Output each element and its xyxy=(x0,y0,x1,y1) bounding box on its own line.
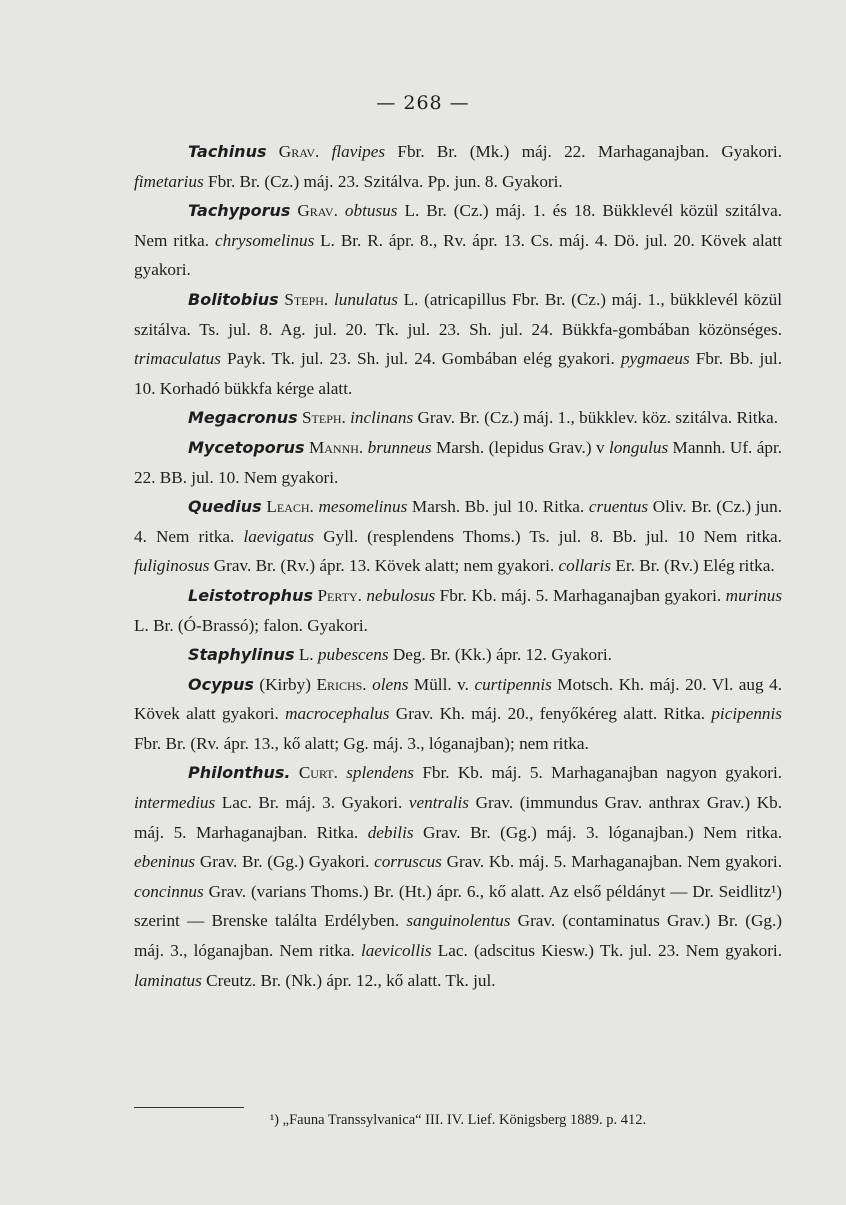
species-name: cruentus xyxy=(588,497,649,517)
text-run: L. (atricapillus Fbr. Br. (Cz.) máj. 1., bükklevél közül szitálva. Ts. jul. 8. Ag. jul. 20. Tk. jul. 23. Sh. jul. 24. Bükkfa-gombában közönséges. xyxy=(134,289,783,339)
species-name: trimaculatus xyxy=(134,349,221,369)
species-name: olens xyxy=(372,674,409,694)
text-run: Grav. Kh. máj. 20., fenyőkéreg alatt. Ritka. xyxy=(389,704,712,724)
text-run: L. Br. (Ó-Brassó); falon. Gyakori. xyxy=(134,615,368,635)
species-paragraph xyxy=(134,640,782,670)
text-run: L. xyxy=(294,645,318,665)
text-run xyxy=(291,763,299,782)
species-name: murinus xyxy=(725,585,783,605)
genus-name: Megacronus xyxy=(188,408,298,428)
text-run: Grav. Kb. máj. 5. Marhaganajban. Nem gyakori. xyxy=(441,852,782,872)
author-name: Steph. xyxy=(284,289,329,309)
species-name: intermedius xyxy=(134,793,216,813)
text-run: Gyll. (resplendens Thoms.) Ts. jul. 8. Bb. jul. 10 Nem ritka. xyxy=(314,526,782,546)
text-run: Oliv. Br. (Cz.) jun. 4. Nem ritka. xyxy=(134,497,783,546)
text-run: Fbr. Br. (Rv. ápr. 13., kő alatt; Gg. máj. 3., lóganajban); nem ritka. xyxy=(134,733,589,753)
text-run: L. Br. R. ápr. 8., Rv. ápr. 13. Cs. máj. 4. Dö. jul. 20. Kövek alatt gyakori. xyxy=(134,230,782,280)
species-paragraph xyxy=(134,403,782,433)
text-run: Müll. v. xyxy=(408,674,475,694)
author-name: Curt. xyxy=(298,763,338,783)
author-name: Perty. xyxy=(317,585,362,605)
genus-name: Tachyporus xyxy=(188,201,291,221)
text-run xyxy=(319,142,331,161)
species-paragraph xyxy=(134,492,782,581)
species-name: mesomelinus xyxy=(318,497,408,517)
species-name: ebeninus xyxy=(134,852,196,872)
text-run: Grav. Br. (Rv.) ápr. 13. Kövek alatt; nem gyakori. xyxy=(209,556,559,576)
text-run: Deg. Br. (Kk.) ápr. 12. Gyakori. xyxy=(388,645,612,665)
text-run xyxy=(338,763,346,782)
species-paragraph xyxy=(134,433,782,492)
species-name: collaris xyxy=(558,556,612,576)
text-run: Grav. (contaminatus Grav.) Br. (Gg.) máj. 3., lóganajban. Nem ritka. xyxy=(134,911,782,961)
species-name: chrysomelinus xyxy=(214,230,315,250)
species-paragraph xyxy=(134,758,782,995)
text-run: Grav. (immundus Grav. anthrax Grav.) Kb. máj. 5. Marhaganajban. Ritka. xyxy=(134,793,782,842)
species-name: fuliginosus xyxy=(134,556,210,576)
species-name: curtipennis xyxy=(474,674,552,694)
genus-name: Ocypus xyxy=(188,674,254,694)
text-run: Motsch. Kh. máj. 20. Vl. aug 4. Kövek alatt gyakori. xyxy=(134,674,782,724)
text-run: Fbr. Kb. máj. 5. Marhaganajban gyakori. xyxy=(435,585,726,605)
author-name: Grav. xyxy=(297,201,338,221)
footnote-rule xyxy=(134,1107,244,1108)
species-name: lunulatus xyxy=(333,289,398,309)
author-name: Grav. xyxy=(278,142,320,161)
author-name: Erichs. xyxy=(316,674,367,694)
text-run: Fbr. Br. (Cz.) máj. 23. Szitálva. Pp. jun. 8. Gyakori. xyxy=(203,171,563,191)
text-run: Marsh. (lepidus Grav.) v xyxy=(431,437,609,457)
text-run: Grav. Br. (Cz.) máj. 1., bükklev. köz. szitálva. Ritka. xyxy=(413,408,779,428)
text-run: Fbr. Br. (Mk.) máj. 22. Marhaganajban. Gyakori. xyxy=(385,142,782,161)
text-run: Er. Br. (Rv.) Elég ritka. xyxy=(611,556,775,576)
footnote: ¹) „Fauna Transsylvanica“ III. IV. Lief. Königsberg 1889. p. 412. xyxy=(269,1112,647,1128)
main-text xyxy=(134,137,782,995)
text-run: Mannh. Uf. ápr. 22. BB. jul. 10. Nem gyakori. xyxy=(134,437,783,487)
text-run: Grav. (varians Thoms.) Br. (Ht.) ápr. 6., kő alatt. Az első példányt — Dr. Seidlitz¹) szerint — Brenske találta Erdélyben. xyxy=(134,881,782,931)
species-name: macrocephalus xyxy=(285,704,390,724)
text-run: Grav. Br. (Gg.) Gyakori. xyxy=(195,852,375,872)
species-name: pubescens xyxy=(317,645,389,665)
text-run: L. Br. (Cz.) máj. 1. és 18. Bükklevél közül szitálva. Nem ritka. xyxy=(134,201,783,250)
species-paragraph xyxy=(134,196,782,285)
species-name: brunneus xyxy=(367,437,432,457)
species-name: pygmaeus xyxy=(620,349,690,369)
genus-name: Quedius xyxy=(188,497,262,517)
genus-name: Leistotrophus xyxy=(188,585,313,605)
genus-name: Tachinus xyxy=(188,142,267,161)
text-run: Fbr. Kb. máj. 5. Marhaganajban nagyon gyakori. xyxy=(414,763,783,783)
species-name: debilis xyxy=(367,822,414,842)
author-name: Leach. xyxy=(266,497,314,517)
species-name: laevigatus xyxy=(243,526,315,546)
species-name: longulus xyxy=(608,437,669,457)
genus-name: Staphylinus xyxy=(188,645,295,665)
species-name: nebulosus xyxy=(366,585,436,605)
text-run: Fbr. Bb. jul. 10. Korhadó bükkfa kérge alatt. xyxy=(134,349,782,398)
text-run: Payk. Tk. jul. 23. Sh. jul. 24. Gombában elég gyakori. xyxy=(220,349,621,369)
species-name: picipennis xyxy=(711,704,782,724)
species-name: flavipes xyxy=(331,142,386,161)
species-paragraph xyxy=(134,285,782,403)
text-run: Lac. Br. máj. 3. Gyakori. xyxy=(215,793,409,813)
species-paragraph xyxy=(134,581,782,640)
species-name: corruscus xyxy=(374,852,442,872)
text-run: Lac. (adscitus Kiesw.) Tk. jul. 23. Nem gyakori. xyxy=(431,941,782,961)
species-name: splendens xyxy=(346,763,414,783)
text-run: Grav. Br. (Gg.) máj. 3. lóganajban.) Nem ritka. xyxy=(413,822,782,842)
species-paragraph xyxy=(134,670,782,759)
species-name: ventralis xyxy=(408,793,469,813)
text-run xyxy=(266,142,278,161)
species-name: laevicollis xyxy=(360,941,432,961)
genus-name: Mycetoporus xyxy=(188,437,305,457)
species-name: inclinans xyxy=(350,408,414,428)
text-run: (Kirby) xyxy=(253,674,317,694)
genus-name: Bolitobius xyxy=(188,289,279,309)
species-name: concinnus xyxy=(134,881,204,901)
page-number: — 268 — xyxy=(376,92,470,114)
species-name: fimetarius xyxy=(134,171,204,191)
species-name: sanguinolentus xyxy=(406,911,511,931)
species-paragraph xyxy=(134,137,782,196)
text-run: Marsh. Bb. jul 10. Ritka. xyxy=(407,497,589,517)
author-name: Mannh. xyxy=(308,437,364,457)
text-run: Creutz. Br. (Nk.) ápr. 12., kő alatt. Tk. jul. xyxy=(201,970,496,990)
species-name: laminatus xyxy=(134,970,202,990)
species-name: obtusus xyxy=(344,201,398,221)
text-run xyxy=(338,201,345,220)
genus-name: Philonthus. xyxy=(188,763,291,783)
author-name: Steph. xyxy=(302,408,346,428)
